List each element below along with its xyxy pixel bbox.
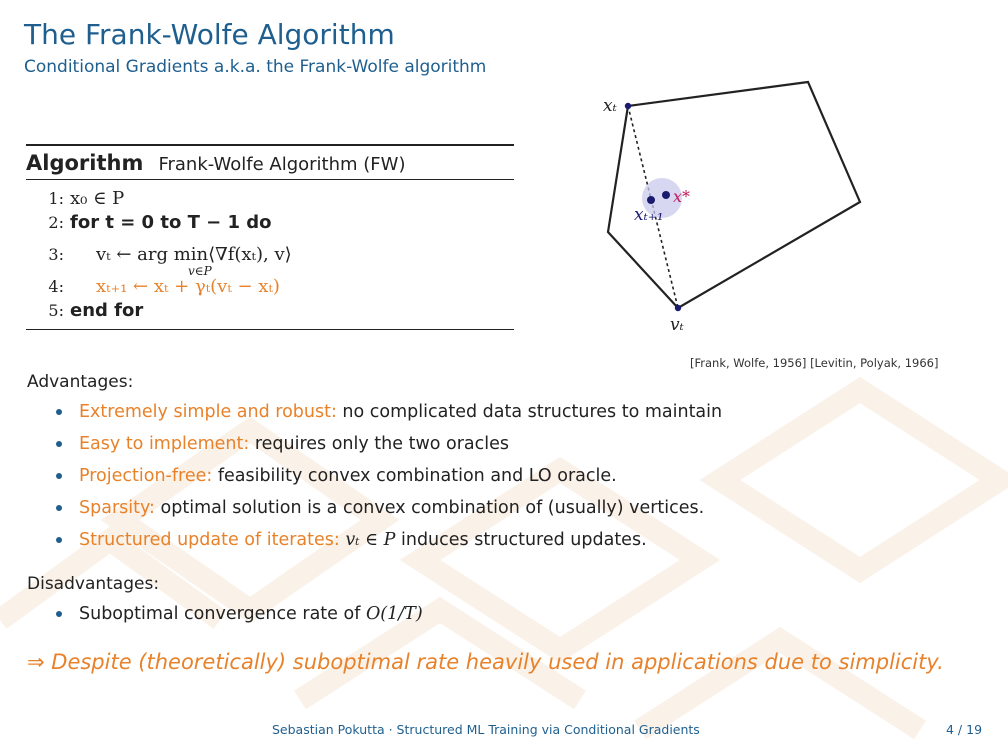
bullet-icon	[56, 441, 62, 447]
xt-point	[625, 103, 631, 109]
bullet-icon	[56, 537, 62, 543]
xt1-label: xₜ₊₁	[634, 205, 664, 225]
advantage-item	[56, 460, 722, 492]
advantage-text: feasibility convex combination and LO oracle.	[212, 466, 617, 486]
vt-label: vₜ	[670, 315, 684, 335]
advantage-item	[56, 492, 722, 524]
advantages-label: Advantages:	[27, 372, 134, 392]
argmin-subscript: v∈P	[188, 263, 212, 278]
line-number: 1:	[48, 188, 64, 208]
algorithm-box	[26, 144, 514, 330]
advantage-text: requires only the two oracles	[249, 434, 510, 454]
advantage-text: induces structured updates.	[395, 530, 647, 550]
line-number: 2:	[48, 212, 64, 232]
disadvantage-math: O(1/T)	[365, 604, 423, 624]
slide-subtitle: Conditional Gradients a.k.a. the Frank-Wolfe algorithm	[24, 57, 487, 77]
advantage-text: no complicated data structures to maintain	[336, 402, 723, 422]
page-number: 4 / 19	[946, 722, 983, 737]
algorithm-line-5	[26, 298, 514, 322]
algorithm-header	[26, 146, 514, 180]
line-code-text: vₜ ← arg min⟨∇f(xₜ), v⟩	[96, 243, 292, 265]
line-code	[70, 243, 292, 278]
line-code: end for	[70, 299, 144, 321]
bullet-icon	[56, 505, 62, 511]
slide-title: The Frank-Wolfe Algorithm	[24, 18, 395, 51]
frank-wolfe-diagram	[590, 80, 890, 340]
algorithm-line-3	[26, 234, 514, 278]
advantage-math: vₜ ∈ P	[339, 530, 396, 550]
disadvantage-text: Suboptimal convergence rate of	[79, 604, 366, 624]
advantage-item	[56, 428, 722, 460]
algorithm-name: Frank-Wolfe Algorithm (FW)	[158, 154, 406, 175]
vt-point	[675, 305, 681, 311]
conclusion: ⇒ Despite (theoretically) suboptimal rate heavily used in applications due to simplicity.	[27, 650, 944, 674]
advantage-highlight: Projection-free:	[79, 466, 213, 486]
advantage-highlight: Easy to implement:	[79, 434, 250, 454]
line-number: 3:	[48, 244, 64, 264]
line-code: x₀ ∈ P	[70, 187, 125, 209]
advantage-text: optimal solution is a convex combination of (usually) vertices.	[154, 498, 705, 518]
algorithm-body	[26, 180, 514, 330]
bullet-icon	[56, 473, 62, 479]
xt-label: xₜ	[603, 96, 617, 116]
bullet-icon	[56, 611, 62, 617]
footer-text: Sebastian Pokutta · Structured ML Training via Conditional Gradients	[272, 722, 700, 737]
algorithm-keyword: Algorithm	[26, 151, 144, 175]
line-number: 4:	[48, 276, 64, 296]
advantage-item	[56, 396, 722, 428]
disadvantages-list	[56, 598, 423, 630]
xstar-point	[662, 191, 670, 199]
algorithm-line-1	[26, 186, 514, 210]
bullet-icon	[56, 409, 62, 415]
citation: [Frank, Wolfe, 1956] [Levitin, Polyak, 1966]	[690, 356, 939, 370]
line-code: for t = 0 to T − 1 do	[70, 211, 272, 233]
algorithm-line-2	[26, 210, 514, 234]
advantage-item	[56, 524, 722, 556]
disadvantages-label: Disadvantages:	[27, 574, 160, 594]
advantages-list	[56, 396, 722, 556]
xt1-point	[647, 196, 655, 204]
advantage-highlight: Extremely simple and robust:	[79, 402, 337, 422]
disadvantage-item	[56, 598, 423, 630]
algorithm-line-4	[26, 274, 514, 298]
xstar-label: x*	[673, 187, 691, 206]
line-number: 5:	[48, 300, 64, 320]
line-code: xₜ₊₁ ← xₜ + γₜ(vₜ − xₜ)	[96, 275, 280, 297]
advantage-highlight: Structured update of iterates:	[79, 530, 340, 550]
advantage-highlight: Sparsity:	[79, 498, 155, 518]
